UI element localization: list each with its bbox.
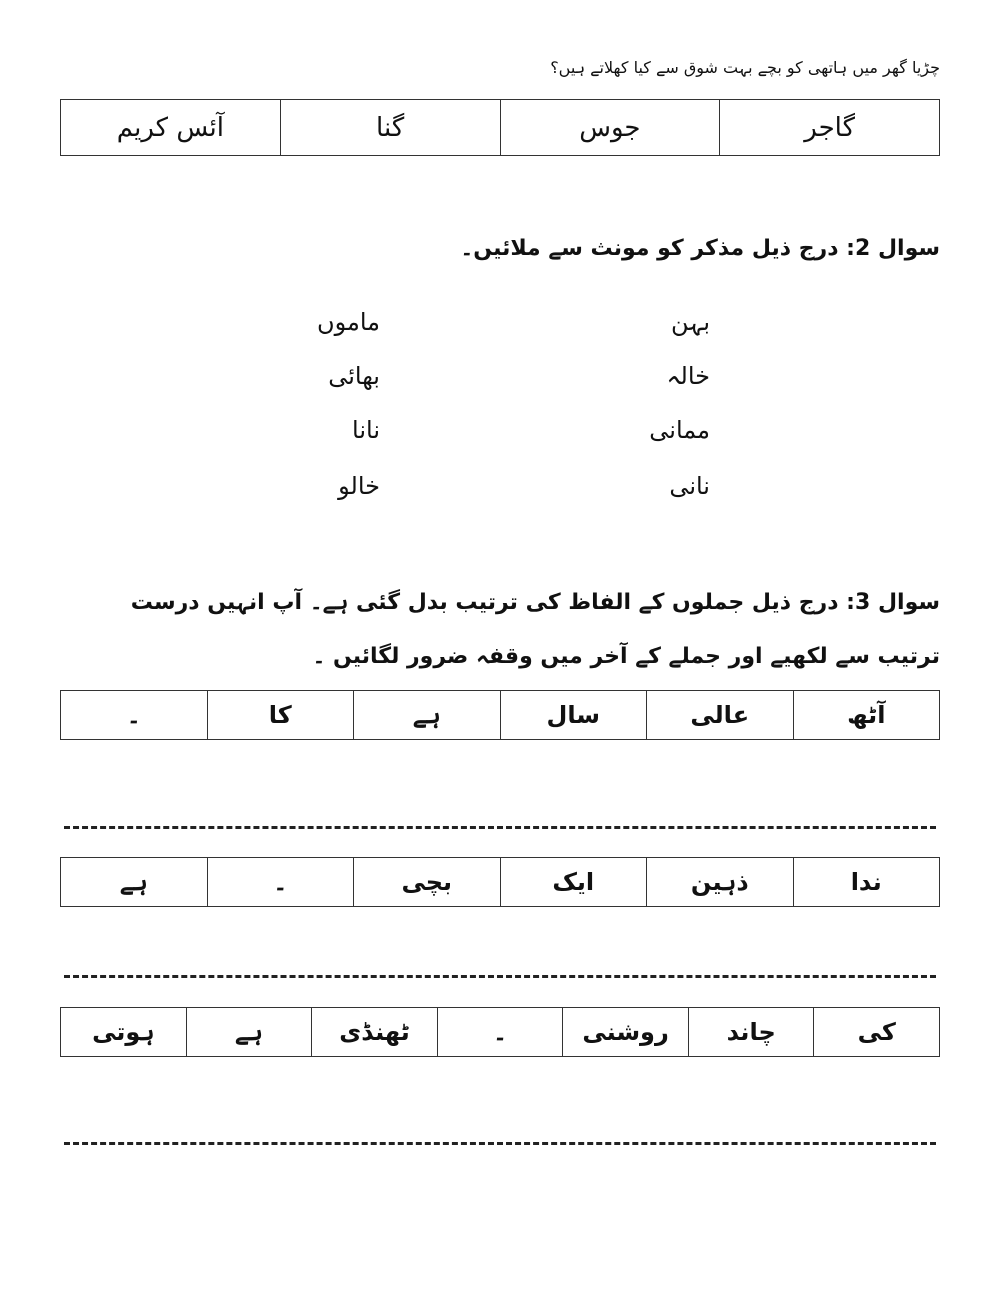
word-cell: ایک: [500, 858, 647, 907]
option-cell[interactable]: گنا: [280, 100, 500, 156]
masculine-word[interactable]: نانا: [352, 416, 380, 444]
word-cell: کی: [814, 1008, 940, 1057]
question-3-heading: [60, 576, 940, 684]
masculine-word[interactable]: بھائی: [328, 362, 380, 390]
word-cell: ہے: [354, 691, 501, 740]
word-cell: ٹھنڈی: [312, 1008, 438, 1057]
word-cell: ہے: [186, 1008, 312, 1057]
answer-line-3[interactable]: [64, 1142, 936, 1145]
question-2-heading: سوال 2: درج ذیل مذکر کو مونث سے ملائیں۔: [460, 236, 940, 261]
answer-line-2[interactable]: [64, 975, 936, 978]
word-cell: عالی: [647, 691, 794, 740]
word-cell: ہے: [61, 858, 208, 907]
word-cell: چاند: [688, 1008, 814, 1057]
sentence-3-words-table: [60, 1007, 940, 1057]
feminine-word[interactable]: بہن: [670, 308, 710, 336]
word-cell: ۔: [437, 1008, 563, 1057]
question-1-options-table: [60, 99, 940, 156]
word-cell: ۔: [61, 691, 208, 740]
option-cell[interactable]: گاجر: [720, 100, 940, 156]
feminine-word[interactable]: خالہ: [666, 362, 710, 390]
word-cell: بچی: [354, 858, 501, 907]
masculine-word[interactable]: خالو: [338, 472, 380, 500]
option-cell[interactable]: آئس کریم: [61, 100, 281, 156]
question-3-heading-line-2: ترتیب سے لکھیے اور جملے کے آخر میں وقفہ ضرور لگائیں ۔: [312, 644, 940, 669]
option-cell[interactable]: جوس: [500, 100, 720, 156]
word-cell: ۔: [207, 858, 354, 907]
word-cell: سال: [500, 691, 647, 740]
sentence-2-words-table: [60, 857, 940, 907]
word-cell: ذہین: [647, 858, 794, 907]
question-1-text: چڑیا گھر میں ہاتھی کو بچے بہت شوق سے کیا کھلاتے ہیں؟: [550, 58, 940, 77]
word-cell: ندا: [793, 858, 940, 907]
feminine-word[interactable]: ممانی: [649, 416, 710, 444]
sentence-1-words-table: [60, 690, 940, 740]
word-cell: آٹھ: [793, 691, 940, 740]
question-3-heading-line-1: سوال 3: درج ذیل جملوں کے الفاظ کی ترتیب بدل گئی ہے۔ آپ انہیں درست: [130, 590, 940, 615]
word-cell: ہوتی: [61, 1008, 187, 1057]
word-cell: کا: [207, 691, 354, 740]
masculine-word[interactable]: ماموں: [316, 308, 380, 336]
feminine-word[interactable]: نانی: [669, 472, 710, 500]
answer-line-1[interactable]: [64, 826, 936, 829]
word-cell: روشنی: [563, 1008, 689, 1057]
